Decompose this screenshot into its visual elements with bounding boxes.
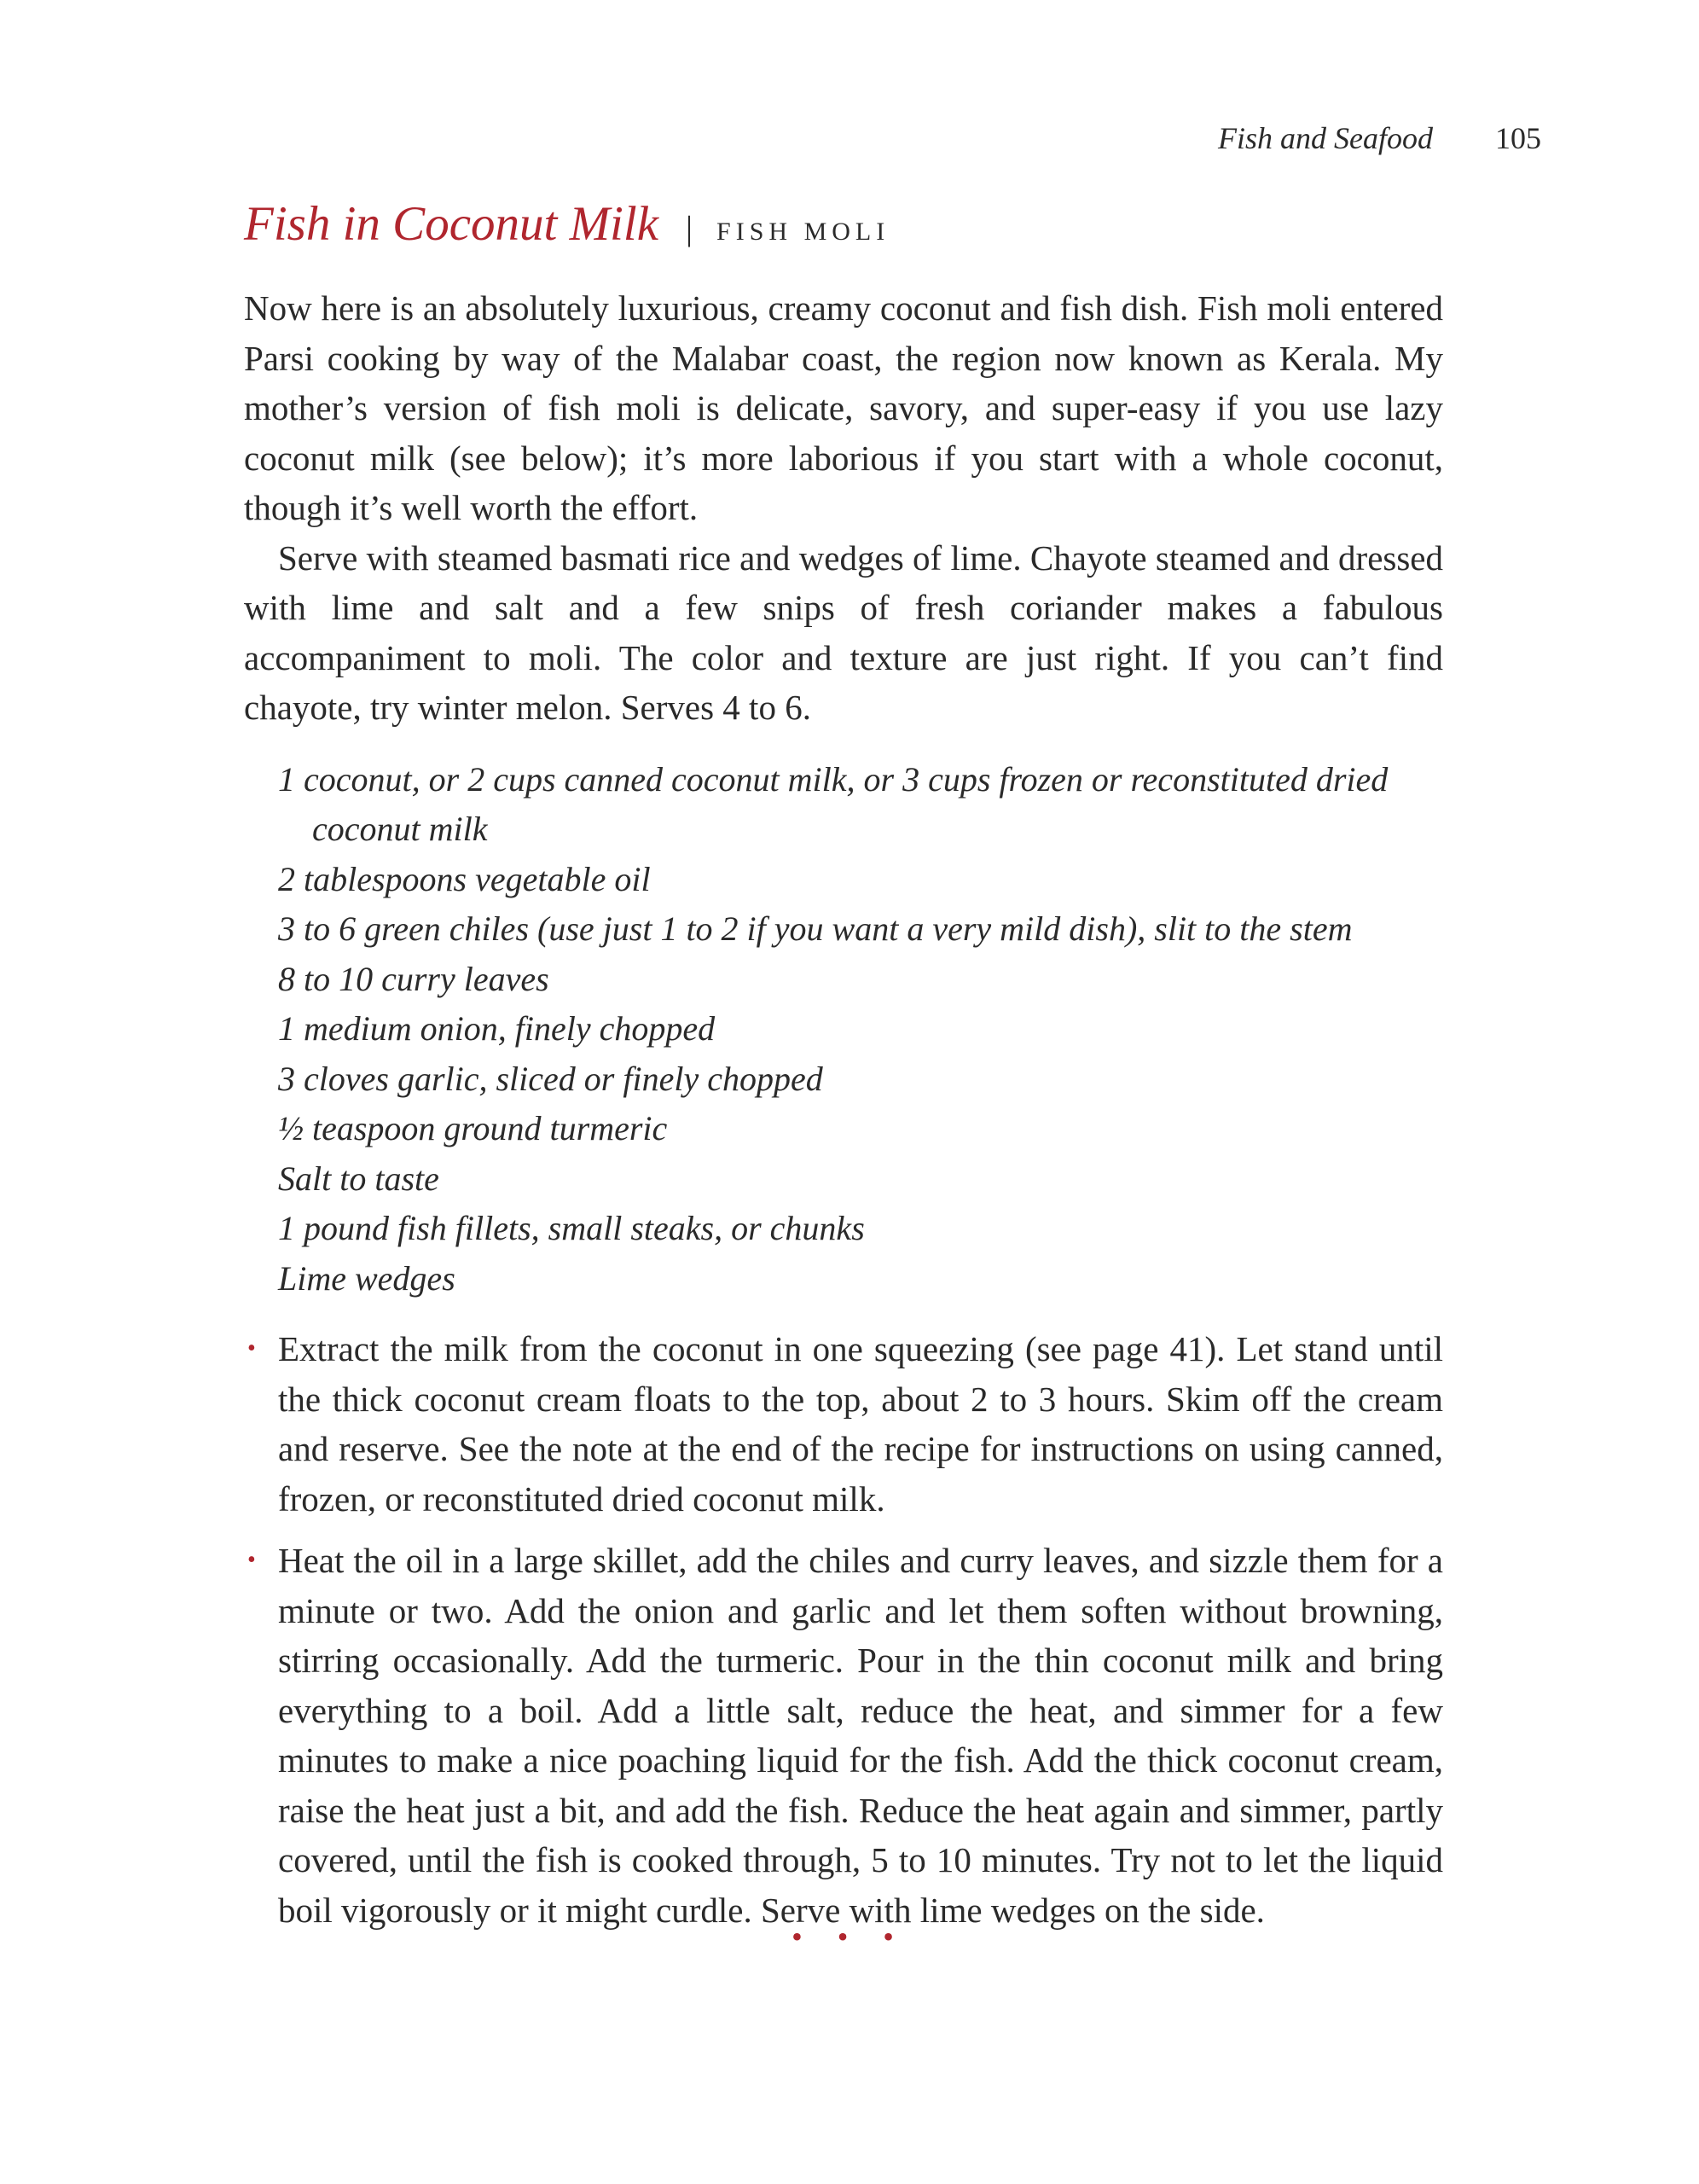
intro-paragraph: Now here is an absolutely luxurious, creamy coconut and fish dish. Fish moli entered Parsi cooking by way of the Malabar coast, the region now known as Kerala. My mother’s version of fish moli is delicate, savory, and super-easy if you use lazy coconut milk (see below); it’s more laborious if you start with a whole coconut, though it’s well worth the effort. bbox=[244, 288, 1443, 527]
ingredient-item: 1 coconut, or 2 cups canned coconut milk, or 3 cups frozen or reconstituted dried coconut milk bbox=[278, 759, 1389, 848]
recipe-title: Fish in Coconut Milk bbox=[244, 197, 659, 251]
ingredient-list bbox=[278, 755, 1443, 1304]
ingredient-item: 3 to 6 green chiles (use just 1 to 2 if you want a very mild dish), slit to the stem bbox=[278, 909, 1353, 948]
ingredient-item: 3 cloves garlic, sliced or finely chopped bbox=[278, 1059, 823, 1098]
ingredient-item: Salt to taste bbox=[278, 1159, 439, 1198]
method-steps bbox=[244, 1324, 1443, 1935]
recipe-title-line bbox=[244, 196, 1443, 264]
page-content bbox=[244, 196, 1443, 1947]
ingredient-item: 1 pound fish fillets, small steaks, or chunks bbox=[278, 1209, 865, 1247]
ingredient-item: Lime wedges bbox=[278, 1258, 455, 1298]
ingredient-item: 8 to 10 curry leaves bbox=[278, 959, 549, 998]
page-number: 105 bbox=[1495, 121, 1541, 155]
ingredient-item: 2 tablespoons vegetable oil bbox=[278, 859, 651, 898]
intro-paragraph: Serve with steamed basmati rice and wedges of lime. Chayote steamed and dressed with lime and salt and a few snips of fresh coriander makes a fabulous accompaniment to moli. The color and texture are just right. If you can’t find chayote, try winter melon. Serves 4 to 6. bbox=[244, 537, 1443, 727]
running-head bbox=[1218, 118, 1541, 159]
title-separator: | bbox=[686, 209, 693, 247]
end-ornament: • • • bbox=[792, 1920, 907, 1954]
method-step: • Extract the milk from the coconut in one squeezing (see page 41). Let stand until the thick coconut cream floats to the top, about 2 to 3 hours. Skim off the cream and reserve. See the note at the end of the recipe for instructions on using canned, frozen, or reconstituted dried coconut milk. bbox=[278, 1324, 1443, 1524]
method-step: • Heat the oil in a large skillet, add the chiles and curry leaves, and sizzle them for a minute or two. Add the onion and garlic and let them soften without browning, stirring occasionally. Add the turmeric. Pour in the thin coconut milk and bring everything to a boil. Add a little salt, reduce the heat, and simmer for a few minutes to make a nice poaching liquid for the fish. Add the thick coconut cream, raise the heat just a bit, and add the fish. Reduce the heat again and simmer, partly covered, until the fish is cooked through, 5 to 10 minutes. Try not to let the liquid boil vigorously or it might curdle. Serve with lime wedges on the side. bbox=[278, 1536, 1443, 1935]
recipe-subtitle: FISH MOLI bbox=[716, 218, 890, 246]
running-head-section: Fish and Seafood bbox=[1218, 121, 1433, 155]
ingredient-item: ½ teaspoon ground turmeric bbox=[278, 1109, 668, 1147]
ingredient-item: 1 medium onion, finely chopped bbox=[278, 1009, 716, 1048]
recipe-intro bbox=[244, 283, 1443, 733]
